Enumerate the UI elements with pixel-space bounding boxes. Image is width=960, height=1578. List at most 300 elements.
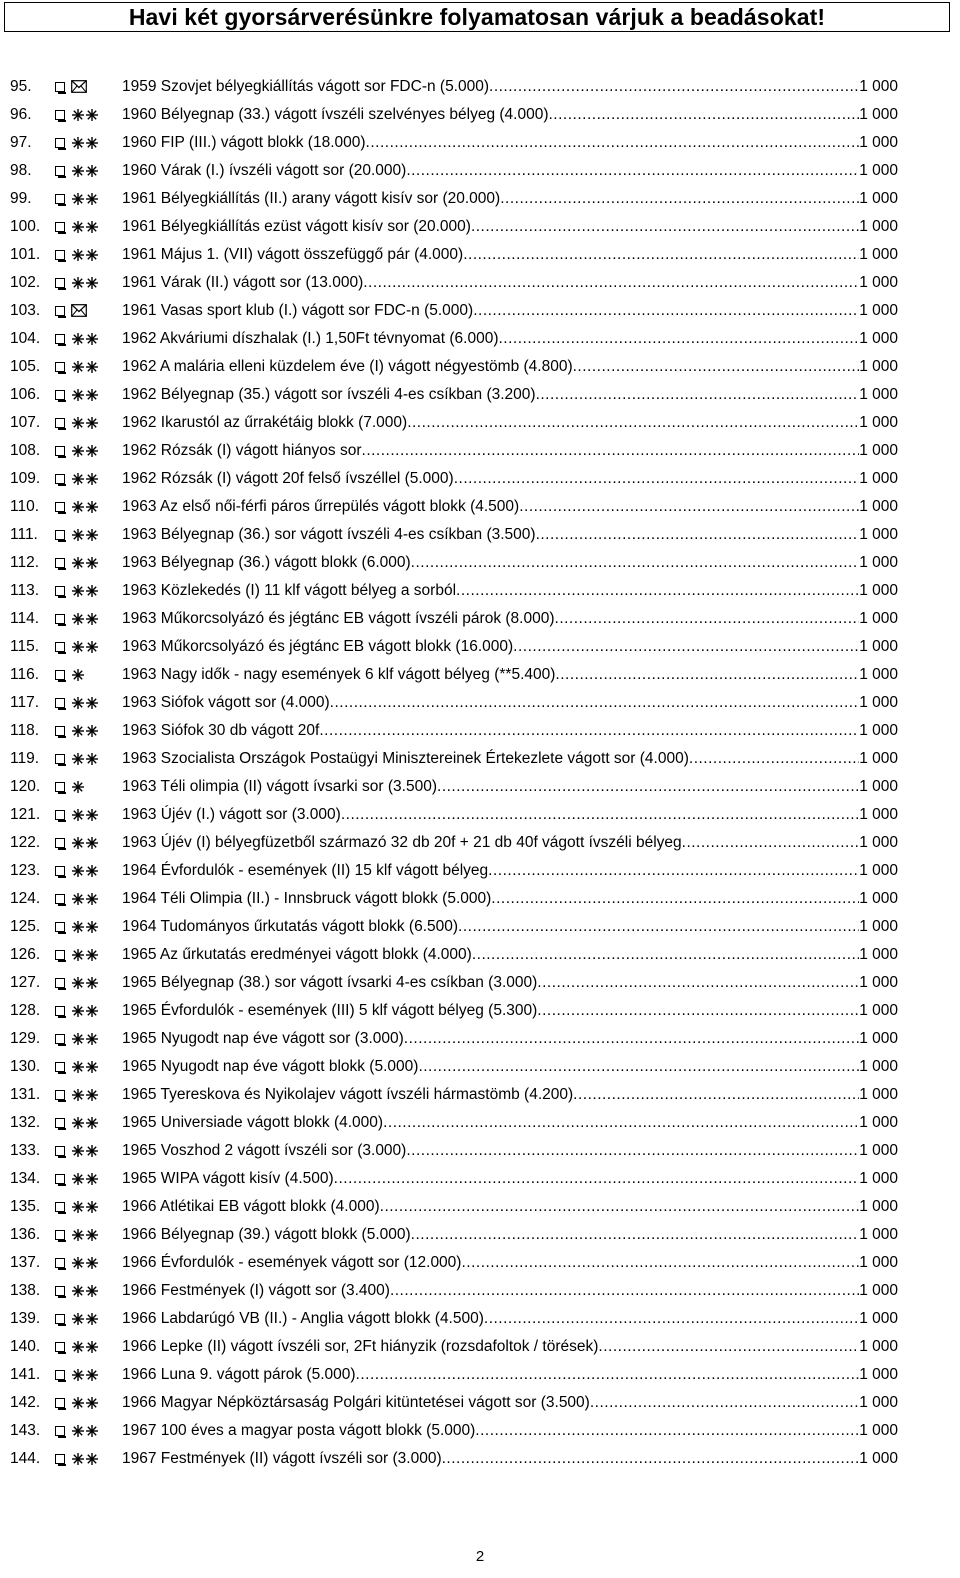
list-item	[0, 521, 960, 549]
lot-description: 1964 Évfordulók - események (II) 15 klf vágott bélyeg	[122, 862, 489, 879]
checkbox-icon	[55, 698, 65, 708]
checkbox-icon	[55, 1342, 65, 1352]
lot-number: 120.	[10, 778, 41, 795]
double-star-icon	[71, 1032, 99, 1046]
lot-number: 108.	[10, 442, 41, 459]
lot-entry	[122, 101, 898, 129]
lot-description: 1963 Téli olimpia (II) vágott ívsarki sor (3.500)	[122, 778, 438, 795]
lot-price: 1 000	[859, 778, 898, 795]
lot-price: 1 000	[859, 470, 898, 487]
lot-entry	[122, 773, 898, 801]
lot-price: 1 000	[859, 638, 898, 655]
double-star-icon	[71, 556, 99, 570]
list-item	[0, 801, 960, 829]
dot-leader	[334, 1165, 860, 1193]
list-item	[0, 185, 960, 213]
dot-leader	[407, 409, 859, 437]
lot-description: 1966 Lepke (II) vágott ívszéli sor, 2Ft hiányzik (rozsdafoltok / törések)	[122, 1338, 599, 1355]
lot-price: 1 000	[859, 442, 898, 459]
lot-price: 1 000	[859, 1114, 898, 1131]
lot-price: 1 000	[859, 806, 898, 823]
lot-description: 1959 Szovjet bélyegkiállítás vágott sor FDC-n (5.000)	[122, 78, 490, 95]
lot-price: 1 000	[859, 106, 898, 123]
lot-number: 126.	[10, 946, 41, 963]
lot-number: 111.	[10, 526, 38, 543]
lot-price: 1 000	[859, 302, 898, 319]
lot-entry	[122, 465, 898, 493]
lot-price: 1 000	[859, 1338, 898, 1355]
lot-number: 142.	[10, 1394, 41, 1411]
lot-number: 104.	[10, 330, 41, 347]
double-star-icon	[71, 1396, 99, 1410]
lot-entry	[122, 521, 898, 549]
checkbox-icon	[55, 250, 65, 260]
double-star-icon	[71, 920, 99, 934]
dot-leader	[491, 885, 859, 913]
lot-description: 1966 Évfordulók - események vágott sor (12.000)	[122, 1254, 462, 1271]
lot-description: 1965 Voszhod 2 vágott ívszéli sor (3.000)	[122, 1142, 407, 1159]
lot-price: 1 000	[859, 190, 898, 207]
list-item	[0, 689, 960, 717]
double-star-icon	[71, 1256, 99, 1270]
lot-number: 124.	[10, 890, 41, 907]
double-star-icon	[71, 1312, 99, 1326]
lot-price: 1 000	[859, 1086, 898, 1103]
lot-description: 1963 Nagy idők - nagy események 6 klf vágott bélyeg (**5.400)	[122, 666, 556, 683]
checkbox-icon	[55, 1062, 65, 1072]
lot-price: 1 000	[859, 358, 898, 375]
lot-description: 1963 Szocialista Országok Postaügyi Minisztereinek Értekezlete vágott sor (4.000)	[122, 750, 689, 767]
lot-entry	[122, 1165, 898, 1193]
list-item	[0, 633, 960, 661]
lot-description: 1963 Bélyegnap (36.) sor vágott ívszéli 4-es csíkban (3.500)	[122, 526, 536, 543]
list-item	[0, 549, 960, 577]
lot-description: 1961 Bélyegkiállítás (II.) arany vágott kisív sor (20.000)	[122, 190, 501, 207]
lot-entry	[122, 1361, 898, 1389]
lot-entry	[122, 801, 898, 829]
lot-description: 1965 Universiade vágott blokk (4.000)	[122, 1114, 384, 1131]
list-item	[0, 325, 960, 353]
checkbox-icon	[55, 1454, 65, 1464]
lot-number: 116.	[10, 666, 40, 683]
double-star-icon	[71, 1340, 99, 1354]
lot-price: 1 000	[859, 722, 898, 739]
lot-entry	[122, 829, 898, 857]
lot-number: 130.	[10, 1058, 41, 1075]
dot-leader	[498, 325, 859, 353]
double-star-icon	[71, 388, 99, 402]
dot-leader	[406, 1137, 859, 1165]
lot-entry	[122, 1137, 898, 1165]
lot-entry	[122, 129, 898, 157]
dot-leader	[341, 801, 859, 829]
single-star-icon	[71, 668, 99, 682]
list-item	[0, 1109, 960, 1137]
checkbox-icon	[55, 110, 65, 120]
lot-description: 1966 Bélyegnap (39.) vágott blokk (5.000)	[122, 1226, 411, 1243]
lot-description: 1963 Az első női-férfi páros űrrepülés vágott blokk (4.500)	[122, 498, 520, 515]
lot-entry	[122, 185, 898, 213]
lot-price: 1 000	[859, 610, 898, 627]
dot-leader	[454, 465, 860, 493]
dot-leader	[537, 969, 859, 997]
lot-entry	[122, 941, 898, 969]
checkbox-icon	[55, 1314, 65, 1324]
checkbox-icon	[55, 558, 65, 568]
dot-leader	[473, 297, 859, 325]
lot-price: 1 000	[859, 1282, 898, 1299]
dot-leader	[406, 157, 859, 185]
lot-price: 1 000	[859, 946, 898, 963]
checkbox-icon	[55, 1006, 65, 1016]
lot-price: 1 000	[859, 1198, 898, 1215]
lot-price: 1 000	[859, 666, 898, 683]
lot-entry	[122, 157, 898, 185]
double-star-icon	[71, 1060, 99, 1074]
list-item	[0, 605, 960, 633]
lot-price: 1 000	[859, 78, 898, 95]
lot-number: 109.	[10, 470, 41, 487]
lot-description: 1962 Rózsák (I) vágott 20f felső ívszéllel (5.000)	[122, 470, 454, 487]
lot-entry	[122, 1109, 898, 1137]
lot-entry	[122, 689, 898, 717]
list-item	[0, 1445, 960, 1473]
lot-number: 132.	[10, 1114, 41, 1131]
dot-leader	[411, 549, 860, 577]
checkbox-icon	[55, 1426, 65, 1436]
lot-number: 119.	[10, 750, 40, 767]
lot-description: 1962 Akváriumi díszhalak (I.) 1,50Ft tévnyomat (6.000)	[122, 330, 499, 347]
lot-price: 1 000	[859, 218, 898, 235]
dot-leader	[319, 717, 859, 745]
double-star-icon	[71, 1172, 99, 1186]
lot-description: 1961 Várak (II.) vágott sor (13.000)	[122, 274, 364, 291]
dot-leader	[689, 745, 859, 773]
dot-leader	[488, 857, 859, 885]
lot-entry	[122, 1389, 898, 1417]
checkbox-icon	[55, 1118, 65, 1128]
lot-description: 1961 Bélyegkiállítás ezüst vágott kisív sor (20.000)	[122, 218, 471, 235]
dot-leader	[537, 997, 859, 1025]
dot-leader	[484, 1305, 859, 1333]
lot-description: 1965 Tyereskova és Nyikolajev vágott ívszéli hármastömb (4.200)	[122, 1086, 574, 1103]
lot-description: 1966 Festmények (I) vágott sor (3.400)	[122, 1282, 390, 1299]
lot-description: 1963 Siófok vágott sor (4.000)	[122, 694, 330, 711]
checkbox-icon	[55, 1286, 65, 1296]
list-item	[0, 353, 960, 381]
single-star-icon	[71, 780, 99, 794]
double-star-icon	[71, 584, 99, 598]
lot-entry	[122, 493, 898, 521]
lot-entry	[122, 241, 898, 269]
lot-number: 144.	[10, 1450, 41, 1467]
double-star-icon	[71, 724, 99, 738]
dot-leader	[489, 73, 859, 101]
double-star-icon	[71, 164, 99, 178]
lot-price: 1 000	[859, 274, 898, 291]
double-star-icon	[71, 108, 99, 122]
lot-price: 1 000	[859, 246, 898, 263]
double-star-icon	[71, 948, 99, 962]
lot-entry	[122, 325, 898, 353]
lot-description: 1962 Ikarustól az űrrakétáig blokk (7.000)	[122, 414, 408, 431]
double-star-icon	[71, 1228, 99, 1242]
checkbox-icon	[55, 1202, 65, 1212]
double-star-icon	[71, 696, 99, 710]
checkbox-icon	[55, 362, 65, 372]
dot-leader	[598, 1333, 859, 1361]
lot-number: 106.	[10, 386, 41, 403]
lot-entry	[122, 577, 898, 605]
double-star-icon	[71, 752, 99, 766]
list-item	[0, 1165, 960, 1193]
lot-number: 100.	[10, 218, 41, 235]
double-star-icon	[71, 864, 99, 878]
lot-number: 105.	[10, 358, 41, 375]
lot-entry	[122, 353, 898, 381]
lot-price: 1 000	[859, 1310, 898, 1327]
lot-number: 102.	[10, 274, 41, 291]
list-item	[0, 885, 960, 913]
lot-number: 139.	[10, 1310, 41, 1327]
lot-entry	[122, 885, 898, 913]
lot-description: 1965 Évfordulók - események (III) 5 klf vágott bélyeg (5.300)	[122, 1002, 538, 1019]
list-item	[0, 409, 960, 437]
checkbox-icon	[55, 726, 65, 736]
list-item	[0, 1277, 960, 1305]
lot-price: 1 000	[859, 1226, 898, 1243]
checkbox-icon	[55, 446, 65, 456]
list-item	[0, 493, 960, 521]
double-star-icon	[71, 808, 99, 822]
lot-description: 1960 FIP (III.) vágott blokk (18.000)	[122, 134, 366, 151]
lot-price: 1 000	[859, 386, 898, 403]
dot-leader	[471, 213, 859, 241]
lot-number: 127.	[10, 974, 41, 991]
lot-entry	[122, 437, 898, 465]
lot-number: 138.	[10, 1282, 41, 1299]
checkbox-icon	[55, 782, 65, 792]
dot-leader	[330, 689, 860, 717]
checkbox-icon	[55, 1034, 65, 1044]
checkbox-icon	[55, 306, 65, 316]
lot-entry	[122, 997, 898, 1025]
lot-description: 1966 Magyar Népköztársaság Polgári kitüntetései vágott sor (3.500)	[122, 1394, 590, 1411]
lot-description: 1962 Rózsák (I) vágott hiányos sor	[122, 442, 362, 459]
dot-leader	[456, 577, 859, 605]
page-number: 2	[475, 1548, 485, 1565]
double-star-icon	[71, 1368, 99, 1382]
lot-description: 1963 Közlekedés (I) 11 klf vágott bélyeg a sorból	[122, 582, 457, 599]
list-item	[0, 1305, 960, 1333]
double-star-icon	[71, 416, 99, 430]
dot-leader	[461, 1249, 859, 1277]
lot-number: 128.	[10, 1002, 41, 1019]
lot-price: 1 000	[859, 134, 898, 151]
dot-leader	[519, 493, 859, 521]
lot-description: 1962 A malária elleni küzdelem éve (I) vágott négyestömb (4.800)	[122, 358, 573, 375]
checkbox-icon	[55, 1146, 65, 1156]
lot-price: 1 000	[859, 834, 898, 851]
lot-description: 1962 Bélyegnap (35.) vágott sor ívszéli 4-es csíkban (3.200)	[122, 386, 536, 403]
lot-number: 118.	[10, 722, 40, 739]
lot-entry	[122, 857, 898, 885]
checkbox-icon	[55, 586, 65, 596]
checkbox-icon	[55, 82, 65, 92]
checkbox-icon	[55, 642, 65, 652]
dot-leader	[475, 1417, 859, 1445]
lot-entry	[122, 1277, 898, 1305]
double-star-icon	[71, 1088, 99, 1102]
lot-price: 1 000	[859, 862, 898, 879]
double-star-icon	[71, 976, 99, 990]
checkbox-icon	[55, 1174, 65, 1184]
checkbox-icon	[55, 950, 65, 960]
double-star-icon	[71, 1200, 99, 1214]
lot-price: 1 000	[859, 582, 898, 599]
lot-price: 1 000	[859, 162, 898, 179]
dot-leader	[437, 773, 859, 801]
lot-price: 1 000	[859, 1450, 898, 1467]
checkbox-icon	[55, 334, 65, 344]
checkbox-icon	[55, 978, 65, 988]
list-item	[0, 73, 960, 101]
lot-entry	[122, 1025, 898, 1053]
double-star-icon	[71, 332, 99, 346]
lot-description: 1965 WIPA vágott kisív (4.500)	[122, 1170, 334, 1187]
lot-description: 1963 Műkorcsolyázó és jégtánc EB vágott ívszéli párok (8.000)	[122, 610, 555, 627]
lot-number: 117.	[10, 694, 40, 711]
lot-number: 137.	[10, 1254, 41, 1271]
list-item	[0, 1193, 960, 1221]
lot-entry	[122, 661, 898, 689]
lot-number: 99.	[10, 190, 32, 207]
dot-leader	[411, 1221, 860, 1249]
dot-leader	[573, 1081, 859, 1109]
lot-price: 1 000	[859, 1254, 898, 1271]
lot-price: 1 000	[859, 526, 898, 543]
envelope-icon	[71, 80, 99, 94]
lot-number: 136.	[10, 1226, 41, 1243]
lot-entry	[122, 1305, 898, 1333]
list-item	[0, 661, 960, 689]
lot-entry	[122, 1333, 898, 1361]
lot-price: 1 000	[859, 1058, 898, 1075]
lot-price: 1 000	[859, 1170, 898, 1187]
lot-entry	[122, 549, 898, 577]
lot-price: 1 000	[859, 694, 898, 711]
checkbox-icon	[55, 1090, 65, 1100]
lot-entry	[122, 969, 898, 997]
lot-number: 122.	[10, 834, 41, 851]
lot-number: 98.	[10, 162, 32, 179]
checkbox-icon	[55, 754, 65, 764]
dot-leader	[442, 1445, 860, 1473]
lot-number: 125.	[10, 918, 41, 935]
checkbox-icon	[55, 1398, 65, 1408]
dot-leader	[383, 1109, 859, 1137]
lot-description: 1963 Újév (I.) vágott sor (3.000)	[122, 806, 341, 823]
lot-description: 1963 Siófok 30 db vágott 20f	[122, 722, 320, 739]
list-item	[0, 241, 960, 269]
checkbox-icon	[55, 222, 65, 232]
double-star-icon	[71, 444, 99, 458]
double-star-icon	[71, 500, 99, 514]
lot-entry	[122, 745, 898, 773]
dot-leader	[404, 1025, 859, 1053]
lot-description: 1960 Várak (I.) ívszéli vágott sor (20.000)	[122, 162, 407, 179]
lot-number: 95.	[10, 78, 32, 95]
dot-leader	[380, 1193, 860, 1221]
lot-number: 140.	[10, 1338, 41, 1355]
page-title: Havi két gyorsárverésünkre folyamatosan várjuk a beadásokat!	[128, 3, 826, 30]
list-item	[0, 1221, 960, 1249]
lot-description: 1965 Nyugodt nap éve vágott sor (3.000)	[122, 1030, 404, 1047]
lot-number: 110.	[10, 498, 40, 515]
lot-description: 1960 Bélyegnap (33.) vágott ívszéli szelvényes bélyeg (4.000)	[122, 106, 549, 123]
lot-price: 1 000	[859, 1422, 898, 1439]
checkbox-icon	[55, 474, 65, 484]
lot-price: 1 000	[859, 750, 898, 767]
checkbox-icon	[55, 390, 65, 400]
list-item	[0, 1417, 960, 1445]
checkbox-icon	[55, 838, 65, 848]
checkbox-icon	[55, 670, 65, 680]
lot-price: 1 000	[859, 1366, 898, 1383]
dot-leader	[418, 1053, 859, 1081]
lot-price: 1 000	[859, 918, 898, 935]
list-item	[0, 969, 960, 997]
lot-description: 1965 Az űrkutatás eredményei vágott blokk (4.000)	[122, 946, 472, 963]
checkbox-icon	[55, 810, 65, 820]
lot-price: 1 000	[859, 1142, 898, 1159]
lot-number: 133.	[10, 1142, 41, 1159]
double-star-icon	[71, 1284, 99, 1298]
dot-leader	[536, 521, 860, 549]
lot-description: 1965 Nyugodt nap éve vágott blokk (5.000)	[122, 1058, 419, 1075]
lot-list	[0, 73, 960, 1473]
lot-description: 1966 Atlétikai EB vágott blokk (4.000)	[122, 1198, 380, 1215]
double-star-icon	[71, 220, 99, 234]
list-item	[0, 829, 960, 857]
lot-description: 1963 Műkorcsolyázó és jégtánc EB vágott blokk (16.000)	[122, 638, 514, 655]
checkbox-icon	[55, 894, 65, 904]
lot-description: 1966 Luna 9. vágott párok (5.000)	[122, 1366, 356, 1383]
lot-number: 121.	[10, 806, 41, 823]
checkbox-icon	[55, 530, 65, 540]
double-star-icon	[71, 276, 99, 290]
double-star-icon	[71, 360, 99, 374]
dot-leader	[590, 1389, 859, 1417]
lot-price: 1 000	[859, 890, 898, 907]
dot-leader	[363, 269, 859, 297]
list-item	[0, 1361, 960, 1389]
list-item	[0, 381, 960, 409]
lot-entry	[122, 1249, 898, 1277]
double-star-icon	[71, 612, 99, 626]
checkbox-icon	[55, 1370, 65, 1380]
double-star-icon	[71, 1004, 99, 1018]
lot-description: 1961 Vasas sport klub (I.) vágott sor FDC-n (5.000)	[122, 302, 474, 319]
double-star-icon	[71, 836, 99, 850]
lot-description: 1967 Festmények (II) vágott ívszéli sor (3.000)	[122, 1450, 442, 1467]
lot-entry	[122, 1081, 898, 1109]
dot-leader	[573, 353, 860, 381]
lot-description: 1961 Május 1. (VII) vágott összefüggő pár (4.000)	[122, 246, 464, 263]
dot-leader	[463, 241, 859, 269]
dot-leader	[458, 913, 859, 941]
double-star-icon	[71, 1424, 99, 1438]
